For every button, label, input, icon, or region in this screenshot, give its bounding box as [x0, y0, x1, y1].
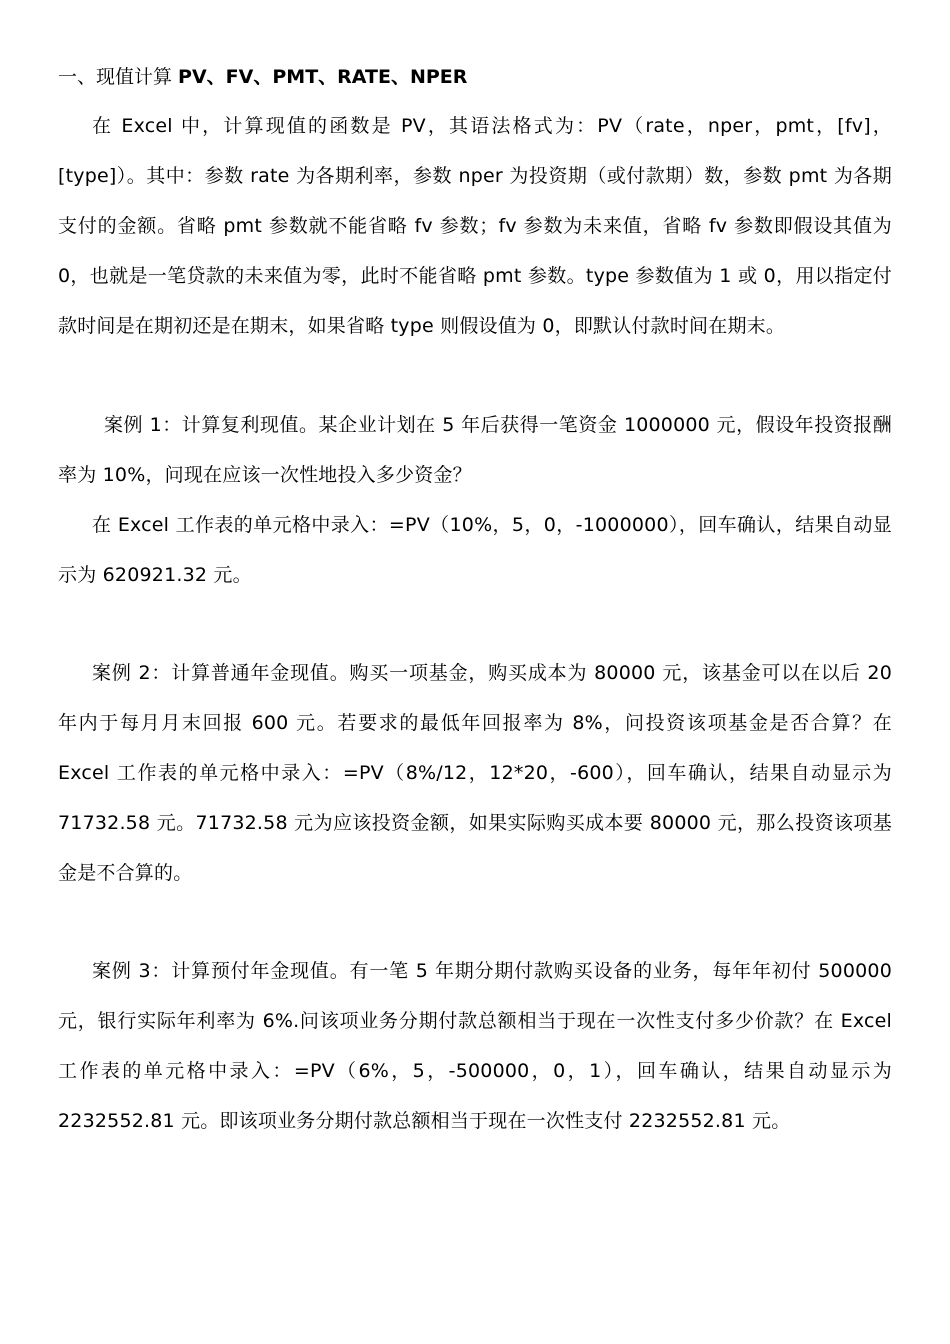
- section-heading: [58, 62, 892, 92]
- heading-functions: PV、FV、PMT、RATE、NPER: [178, 66, 468, 88]
- heading-prefix: 一、现值计算: [58, 66, 179, 88]
- case2-paragraph: 案例 2：计算普通年金现值。购买一项基金，购买成本为 80000 元，该基金可以在以后 20 年内于每月月末回报 600 元。若要求的最低年回报率为 8%，问投资该项基金是否合算？在 Excel 工作表的单元格中录入：=PV（8%/12，12*20，-600），回车确认，结果自动显示为 71732.58 元。71732.58 元为应该投资金额，如果实际购买成本要 80000 元，那么投资该项基金是不合算的。: [58, 662, 892, 884]
- case3-paragraph: 案例 3：计算预付年金现值。有一笔 5 年期分期付款购买设备的业务，每年年初付 500000 元，银行实际年利率为 6%.问该项业务分期付款总额相当于现在一次性支付多少价款？在 Excel 工作表的单元格中录入：=PV（6%，5，-500000，0，1），回车确认，结果自动显示为 2232552.81 元。即该项业务分期付款总额相当于现在一次性支付 2232552.81 元。: [58, 960, 892, 1132]
- document-page: [58, 62, 892, 1146]
- case1-answer: 在 Excel 工作表的单元格中录入：=PV（10%，5，0，-1000000），回车确认，结果自动显示为 620921.32 元。: [58, 514, 892, 586]
- spacer: [58, 351, 892, 400]
- case1-question: 案例 1：计算复利现值。某企业计划在 5 年后获得一笔资金 1000000 元，假设年投资报酬率为 10%，问现在应该一次性地投入多少资金？: [58, 414, 892, 486]
- intro-paragraph: 在 Excel 中，计算现值的函数是 PV，其语法格式为：PV（rate，nper，pmt，[fv]，[type]）。其中：参数 rate 为各期利率，参数 nper 为投资期（或付款期）数，参数 pmt 为各期支付的金额。省略 pmt 参数就不能省略 fv 参数；fv 参数为未来值，省略 fv 参数即假设其值为 0，也就是一笔贷款的未来值为零，此时不能省略 pmt 参数。type 参数值为 1 或 0，用以指定付款时间是在期初还是在期末，如果省略 type 则假设值为 0，即默认付款时间在期末。: [58, 115, 892, 337]
- spacer: [58, 600, 892, 648]
- spacer: [58, 898, 892, 946]
